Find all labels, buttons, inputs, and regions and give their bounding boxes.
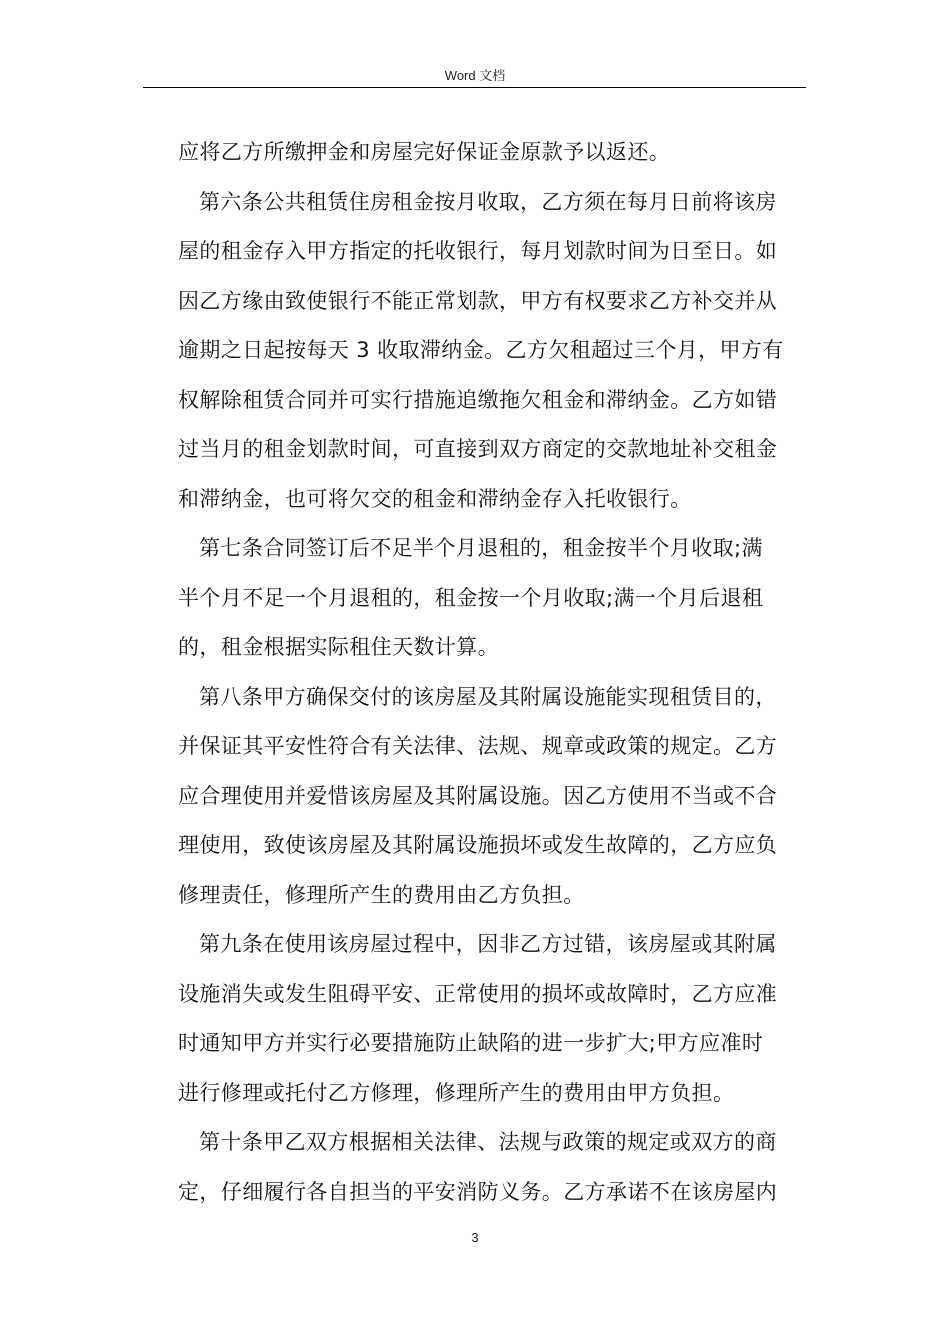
- body-line: 第九条在使用该房屋过程中，因非乙方过错，该房屋或其附属: [199, 932, 777, 956]
- body-line: 设施消失或发生阻碍平安、正常使用的损坏或故障时，乙方应准: [178, 981, 778, 1006]
- body-line: 理使用，致使该房屋及其附属设施损坏或发生故障的，乙方应负: [178, 833, 778, 857]
- body-line: 逾期之日起按每天 3 收取滞纳金。乙方欠租超过三个月，甲方有: [178, 338, 784, 362]
- body-line: 进行修理或托付乙方修理，修理所产生的费用由甲方负担。: [178, 1080, 735, 1105]
- body-line: 时通知甲方并实行必要措施防止缺陷的进一步扩大;甲方应准时: [178, 1031, 764, 1055]
- body-line: 修理责任，修理所产生的费用由乙方负担。: [178, 882, 585, 907]
- body-line: 定，仔细履行各自担当的平安消防义务。乙方承诺不在该房屋内: [178, 1179, 778, 1204]
- document-body: [178, 128, 803, 1217]
- body-line: 应合理使用并爱惜该房屋及其附属设施。因乙方使用不当或不合: [178, 783, 778, 808]
- body-line: 半个月不足一个月退租的，租金按一个月收取;满一个月后退租: [178, 585, 764, 610]
- body-line: 并保证其平安性符合有关法律、法规、规章或政策的规定。乙方: [178, 734, 778, 758]
- body-line: 第八条甲方确保交付的该房屋及其附属设施能实现租赁目的，: [199, 684, 777, 709]
- body-line: 第六条公共租赁住房租金按月收取，乙方须在每月日前将该房: [199, 189, 777, 214]
- body-line: 第七条合同签订后不足半个月退租的，租金按半个月收取;满: [199, 536, 763, 560]
- document-header-title: Word 文档: [444, 68, 506, 83]
- body-line: 和滞纳金，也可将欠交的租金和滞纳金存入托收银行。: [178, 486, 692, 511]
- body-line: 过当月的租金划款时间，可直接到双方商定的交款地址补交租金: [178, 437, 778, 461]
- page-number: 3: [471, 1230, 479, 1245]
- body-line: 的，租金根据实际租住天数计算。: [178, 635, 499, 659]
- body-line: 屋的租金存入甲方指定的托收银行，每月划款时间为日至日。如: [178, 239, 778, 263]
- body-line: 应将乙方所缴押金和房屋完好保证金原款予以返还。: [178, 140, 671, 164]
- body-line: 第十条甲乙双方根据相关法律、法规与政策的规定或双方的商: [199, 1130, 777, 1154]
- header-divider: [143, 87, 806, 88]
- body-line: 因乙方缘由致使银行不能正常划款，甲方有权要求乙方补交并从: [178, 288, 778, 313]
- body-line: 权解除租赁合同并可实行措施追缴拖欠租金和滞纳金。乙方如错: [178, 387, 778, 412]
